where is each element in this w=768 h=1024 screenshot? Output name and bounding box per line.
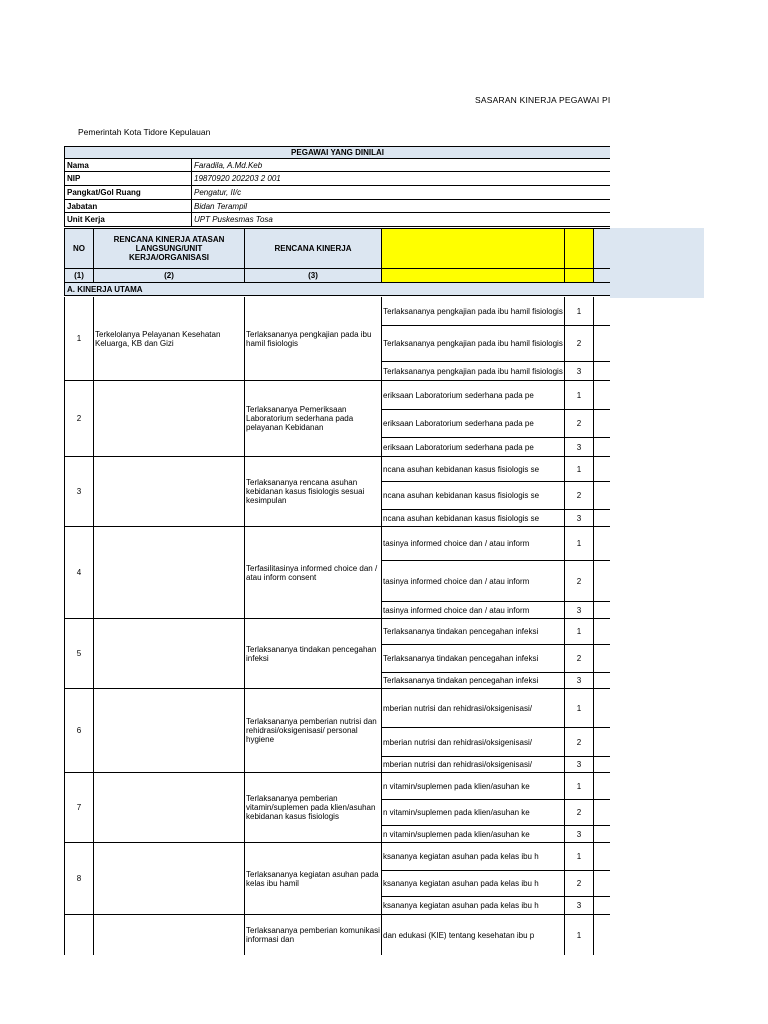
indikator-kinerja: mberian nutrisi dan rehidrasi/oksigenisasi/ <box>382 728 565 757</box>
field-value: Pengatur, II/c <box>192 186 610 200</box>
field-value: Bidan Terampil <box>192 200 610 213</box>
target-cell <box>594 457 610 482</box>
rencana-kinerja: Terlaksananya rencana asuhan kebidanan kasus fisiologis sesuai kesimpulan <box>245 457 382 527</box>
indikator-number: 1 <box>565 457 594 482</box>
target-cell <box>594 297 610 326</box>
field-value: UPT Puskesmas Tosa <box>192 213 610 227</box>
atasan-rencana-kinerja <box>94 381 245 457</box>
field-label: Unit Kerja <box>64 213 192 227</box>
indikator-number: 1 <box>565 619 594 645</box>
indikator-kinerja: tasinya informed choice dan / atau inform <box>382 602 565 619</box>
number-label: (2) <box>94 269 245 283</box>
indikator-number: 1 <box>565 381 594 410</box>
indikator-kinerja: ksananya kegiatan asuhan pada kelas ibu h <box>382 843 565 871</box>
rencana-kinerja: Terlaksananya kegiatan asuhan pada kelas ibu hamil <box>245 843 382 915</box>
target-cell <box>594 673 610 689</box>
target-cell <box>594 826 610 843</box>
indikator-number: 2 <box>565 728 594 757</box>
rencana-kinerja: Terlaksananya pengkajian pada ibu hamil fisiologis <box>245 297 382 381</box>
target-cell <box>594 800 610 826</box>
target-cell <box>594 915 610 955</box>
indikator-number: 1 <box>565 843 594 871</box>
indikator-number: 3 <box>565 438 594 457</box>
row-number: 4 <box>64 527 94 619</box>
indikator-kinerja: eriksaan Laboratorium sederhana pada pe <box>382 438 565 457</box>
field-label: NIP <box>64 172 192 186</box>
atasan-rencana-kinerja <box>94 457 245 527</box>
target-cell <box>594 326 610 362</box>
indikator-kinerja: ncana asuhan kebidanan kasus fisiologis se <box>382 510 565 527</box>
target-cell <box>594 561 610 602</box>
target-cell <box>594 773 610 800</box>
indikator-number: 3 <box>565 510 594 527</box>
indikator-kinerja: Terlaksananya pengkajian pada ibu hamil fisiologis <box>382 297 565 326</box>
atasan-rencana-kinerja <box>94 773 245 843</box>
indikator-number: 2 <box>565 482 594 510</box>
indikator-number: 3 <box>565 362 594 381</box>
atasan-rencana-kinerja <box>94 619 245 689</box>
target-cell <box>594 897 610 915</box>
indikator-kinerja: Terlaksananya pengkajian pada ibu hamil fisiologis <box>382 326 565 362</box>
rencana-kinerja: Terfasilitasinya informed choice dan / atau inform consent <box>245 527 382 619</box>
indikator-number: 2 <box>565 645 594 673</box>
target-cell <box>594 438 610 457</box>
indikator-number: 2 <box>565 561 594 602</box>
indikator-kinerja: Terlaksananya tindakan pencegahan infeksi <box>382 673 565 689</box>
atasan-rencana-kinerja <box>94 689 245 773</box>
indikator-kinerja: eriksaan Laboratorium sederhana pada pe <box>382 381 565 410</box>
target-cell <box>594 843 610 871</box>
target-cell <box>594 757 610 773</box>
header-atasan: RENCANA KINERJA ATASAN LANGSUNG/UNIT KERJA/ORGANISASI <box>94 228 245 269</box>
row-number: 8 <box>64 843 94 915</box>
field-label: Nama <box>64 159 192 172</box>
field-value: 19870920 202203 2 001 <box>192 172 610 186</box>
target-cell <box>594 602 610 619</box>
target-cell <box>594 619 610 645</box>
pegawai-header: PEGAWAI YANG DINILAI <box>64 146 610 159</box>
indikator-kinerja: n vitamin/suplemen pada klien/asuhan ke <box>382 773 565 800</box>
organization-name: Pemerintah Kota Tidore Kepulauan <box>78 127 211 137</box>
rencana-kinerja: Terlaksananya pemberian vitamin/suplemen pada klien/asuhan kebidanan kasus fisiologis <box>245 773 382 843</box>
field-label: Pangkat/Gol Ruang <box>64 186 192 200</box>
indikator-number: 1 <box>565 773 594 800</box>
indikator-kinerja: dan edukasi (KIE) tentang kesehatan ibu p <box>382 915 565 955</box>
atasan-rencana-kinerja <box>94 527 245 619</box>
indikator-kinerja: ksananya kegiatan asuhan pada kelas ibu h <box>382 897 565 915</box>
target-cell <box>594 381 610 410</box>
number-label: (3) <box>245 269 382 283</box>
row-number: 6 <box>64 689 94 773</box>
indikator-number: 3 <box>565 826 594 843</box>
rencana-kinerja: Terlaksananya tindakan pencegahan infeksi <box>245 619 382 689</box>
target-cell <box>594 510 610 527</box>
target-cell <box>594 871 610 897</box>
field-label: Jabatan <box>64 200 192 213</box>
indikator-number: 1 <box>565 689 594 728</box>
rencana-kinerja: Terlaksananya pemberian nutrisi dan rehidrasi/oksigenisasi/ personal hygiene <box>245 689 382 773</box>
target-cell <box>594 410 610 438</box>
indikator-kinerja: tasinya informed choice dan / atau inform <box>382 527 565 561</box>
row-number: 5 <box>64 619 94 689</box>
row-number: 1 <box>64 297 94 381</box>
indikator-kinerja: n vitamin/suplemen pada klien/asuhan ke <box>382 826 565 843</box>
indikator-number: 1 <box>565 297 594 326</box>
field-value: Faradila, A.Md.Keb <box>192 159 610 172</box>
header-yellow-cell <box>565 228 594 269</box>
row-number <box>64 915 94 955</box>
number-label: (1) <box>64 269 94 283</box>
indikator-kinerja: ncana asuhan kebidanan kasus fisiologis se <box>382 457 565 482</box>
header-no: NO <box>64 228 94 269</box>
header-blue-extension <box>610 228 704 298</box>
atasan-rencana-kinerja: Terkelolanya Pelayanan Kesehatan Keluarga, KB dan Gizi <box>94 297 245 381</box>
indikator-kinerja: tasinya informed choice dan / atau inform <box>382 561 565 602</box>
indikator-kinerja: eriksaan Laboratorium sederhana pada pe <box>382 410 565 438</box>
target-cell <box>594 527 610 561</box>
indikator-number: 1 <box>565 527 594 561</box>
indikator-kinerja: Terlaksananya tindakan pencegahan infeksi <box>382 645 565 673</box>
number-yellow-cell <box>565 269 594 283</box>
indikator-number: 2 <box>565 326 594 362</box>
indikator-number: 3 <box>565 673 594 689</box>
indikator-number: 2 <box>565 410 594 438</box>
header-rencana: RENCANA KINERJA <box>245 228 382 269</box>
target-cell <box>594 362 610 381</box>
section-kinerja-utama: A. KINERJA UTAMA <box>64 283 610 296</box>
indikator-number: 1 <box>565 915 594 955</box>
indikator-kinerja: ncana asuhan kebidanan kasus fisiologis se <box>382 482 565 510</box>
rencana-kinerja: Terlaksananya Pemeriksaan Laboratorium sederhana pada pelayanan Kebidanan <box>245 381 382 457</box>
target-cell <box>594 482 610 510</box>
indikator-number: 3 <box>565 897 594 915</box>
atasan-rencana-kinerja <box>94 843 245 915</box>
indikator-kinerja: ksananya kegiatan asuhan pada kelas ibu h <box>382 871 565 897</box>
indikator-number: 2 <box>565 800 594 826</box>
header-blue-cell <box>594 228 610 269</box>
rencana-kinerja: Terlaksananya pemberian komunikasi informasi dan <box>245 915 382 955</box>
row-number: 7 <box>64 773 94 843</box>
indikator-number: 3 <box>565 602 594 619</box>
target-cell <box>594 689 610 728</box>
document-title: SASARAN KINERJA PEGAWAI PI <box>475 95 611 105</box>
indikator-kinerja: Terlaksananya tindakan pencegahan infeksi <box>382 619 565 645</box>
indikator-kinerja: n vitamin/suplemen pada klien/asuhan ke <box>382 800 565 826</box>
number-yellow-cell <box>382 269 565 283</box>
indikator-kinerja: Terlaksananya pengkajian pada ibu hamil fisiologis <box>382 362 565 381</box>
indikator-number: 2 <box>565 871 594 897</box>
target-cell <box>594 728 610 757</box>
atasan-rencana-kinerja <box>94 915 245 955</box>
indikator-number: 3 <box>565 757 594 773</box>
row-number: 3 <box>64 457 94 527</box>
target-cell <box>594 645 610 673</box>
row-number: 2 <box>64 381 94 457</box>
indikator-kinerja: mberian nutrisi dan rehidrasi/oksigenisasi/ <box>382 689 565 728</box>
header-yellow-cell <box>382 228 565 269</box>
number-blue-cell <box>594 269 610 283</box>
indikator-kinerja: mberian nutrisi dan rehidrasi/oksigenisasi/ <box>382 757 565 773</box>
